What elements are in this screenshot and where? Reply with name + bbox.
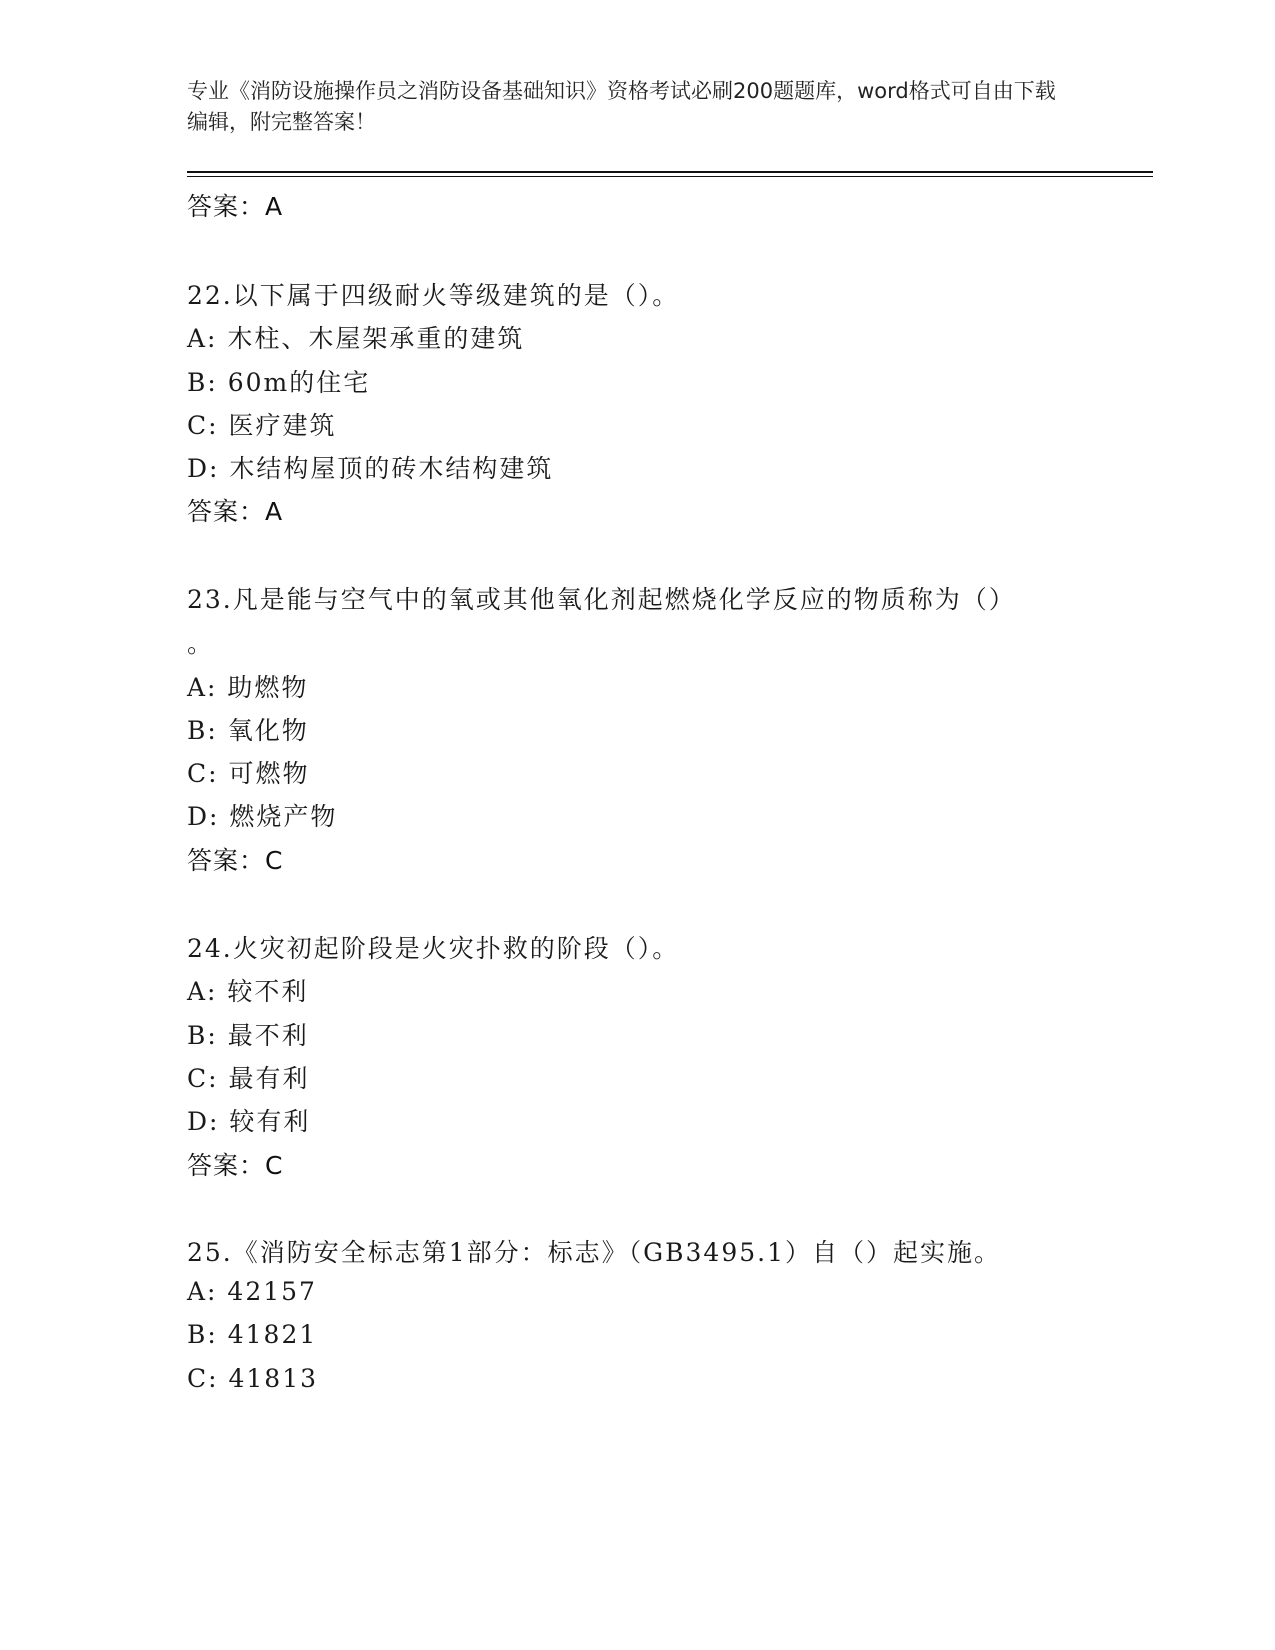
question-23-option-b: B: 氧化物 <box>187 716 309 745</box>
question-23-text-continued: 。 <box>187 629 215 658</box>
question-22-option-a: A: 木柱、木屋架承重的建筑 <box>187 324 525 353</box>
question-23-text: 23.凡是能与空气中的氧或其他氧化剂起燃烧化学反应的物质称为（） <box>187 585 1016 614</box>
question-23-option-a: A: 助燃物 <box>187 673 309 702</box>
question-25-option-c: C: 41813 <box>187 1364 319 1393</box>
question-24-option-d: D: 较有利 <box>187 1107 311 1136</box>
question-24-answer: 答案：C <box>187 1151 284 1180</box>
question-24-text: 24.火灾初起阶段是火灾扑救的阶段（）。 <box>187 934 680 963</box>
question-25-option-b: B: 41821 <box>187 1320 318 1349</box>
page-header-title: 专业《消防设施操作员之消防设备基础知识》资格考试必刷200题题库，word格式可自由下载编辑，附完整答案！ <box>187 79 1056 134</box>
question-24-option-a: A: 较不利 <box>187 977 309 1006</box>
question-22-option-d: D: 木结构屋顶的砖木结构建筑 <box>187 454 554 483</box>
question-23-answer: 答案：C <box>187 846 284 875</box>
question-25-text: 25.《消防安全标志第1部分：标志》（GB3495.1）自（）起实施。 <box>187 1238 1001 1267</box>
question-23-option-c: C: 可燃物 <box>187 759 310 788</box>
question-22-option-b: B: 60m的住宅 <box>187 368 371 397</box>
question-22-text: 22.以下属于四级耐火等级建筑的是（）。 <box>187 281 680 310</box>
question-24-option-c: C: 最有利 <box>187 1064 310 1093</box>
header-divider-thin <box>187 176 1153 177</box>
question-22-option-c: C: 医疗建筑 <box>187 411 337 440</box>
question-24-option-b: B: 最不利 <box>187 1021 309 1050</box>
question-22-answer: 答案：A <box>187 497 284 526</box>
question-23-option-d: D: 燃烧产物 <box>187 802 338 831</box>
question-25-option-a: A: 42157 <box>187 1277 317 1306</box>
header-divider-thick <box>187 171 1153 173</box>
answer-label: 答案：A <box>187 192 284 221</box>
